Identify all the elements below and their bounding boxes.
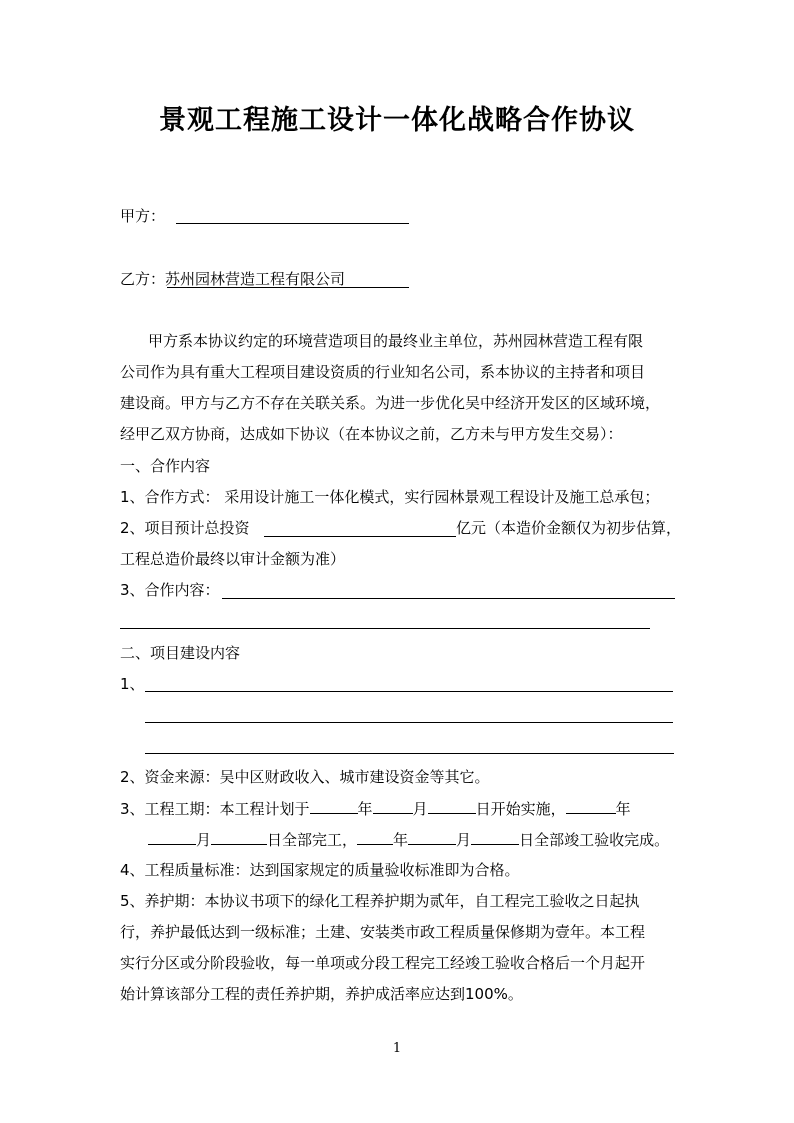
start-year-blank: [310, 798, 358, 814]
section2-item1: 1、: [120, 675, 145, 693]
party-b-line: [120, 269, 345, 289]
section1-item2-prefix: 2、项目预计总投资: [120, 519, 250, 537]
section1-heading: 一、合作内容: [120, 457, 211, 475]
document-title: 景观工程施工设计一体化战略合作协议: [159, 105, 635, 136]
schedule-day-start: 日开始实施，: [475, 800, 566, 818]
schedule-line-2: [148, 829, 669, 850]
section2-item5-line-2: 行，养护最低达到一级标准；土建、安装类市政工程质量保修期为壹年。本工程: [120, 923, 646, 941]
party-b-name: 苏州园林营造工程有限公司: [165, 270, 346, 288]
section1-item1: 1、合作方式： 采用设计施工一体化模式，实行园林景观工程设计及施工总承包；: [120, 488, 660, 506]
section1-item2-suffix: 亿元（本造价金额仅为初步估算，: [456, 519, 682, 537]
schedule-month-2: 月: [196, 831, 212, 849]
investment-blank: [264, 536, 456, 537]
section1-item2-note: 工程总造价最终以审计金额为准）: [120, 550, 346, 568]
schedule-day-done: 日全部完工，: [267, 831, 358, 849]
intro-line-4: 经甲乙双方协商，达成如下协议（在本协议之前，乙方未与甲方发生交易）：: [120, 425, 623, 443]
schedule-year-3: 年: [393, 831, 409, 849]
schedule-final: 日全部竣工验收完成。: [519, 831, 670, 849]
party-a-label: 甲方：: [120, 207, 166, 225]
construction-content-blank-3: [145, 753, 674, 754]
intro-line-3: 建设商。甲方与乙方不存在关联关系。为进一步优化吴中经济开发区的区域环境，: [120, 394, 661, 412]
section2-item4: 4、工程质量标准：达到国家规定的质量验收标准即为合格。: [120, 861, 520, 879]
finish-year-blank: [566, 798, 616, 814]
acceptance-year-blank: [357, 829, 393, 845]
construction-content-blank-2: [145, 722, 673, 723]
finish-month-blank: [148, 829, 196, 845]
intro-line-1: 甲方系本协议约定的环境营造项目的最终业主单位，苏州园林营造工程有限: [148, 332, 644, 350]
section2-item5-line-4: 始计算该部分工程的责任养护期，养护成活率应达到100%。: [120, 985, 523, 1003]
page-number: 1: [392, 1041, 402, 1056]
acceptance-day-blank: [471, 829, 519, 845]
party-a-blank: [176, 223, 409, 224]
section2-item5-line-1: 5、养护期：本协议书项下的绿化工程养护期为贰年，自工程完工验收之日起执: [120, 892, 640, 910]
finish-day-blank: [211, 829, 267, 845]
party-b-underline: [167, 287, 409, 288]
start-day-blank: [428, 798, 476, 814]
section1-item3: 3、合作内容：: [120, 581, 220, 599]
party-b-label: 乙方：: [120, 270, 166, 288]
schedule-line-1: [120, 798, 631, 819]
construction-content-blank-1: [145, 691, 673, 692]
acceptance-month-blank: [408, 829, 456, 845]
start-month-blank: [373, 798, 413, 814]
intro-line-2: 公司作为具有重大工程项目建设资质的行业知名公司，系本协议的主持者和项目: [120, 363, 646, 381]
section2-item5-line-3: 实行分区或分阶段验收，每一单项或分段工程完工经竣工验收合格后一个月起开: [120, 954, 646, 972]
schedule-year-1: 年: [357, 800, 373, 818]
party-a-line: [120, 206, 165, 226]
cooperation-content-blank-1: [222, 598, 675, 599]
schedule-month-3: 月: [456, 831, 472, 849]
schedule-month-1: 月: [412, 800, 428, 818]
section1-item2: [120, 518, 250, 538]
schedule-prefix: 3、工程工期：本工程计划于: [120, 800, 310, 818]
section2-item2: 2、资金来源：吴中区财政收入、城市建设资金等其它。: [120, 768, 490, 786]
section2-heading: 二、项目建设内容: [120, 644, 241, 662]
schedule-year-2: 年: [615, 800, 631, 818]
cooperation-content-blank-2: [120, 628, 650, 629]
